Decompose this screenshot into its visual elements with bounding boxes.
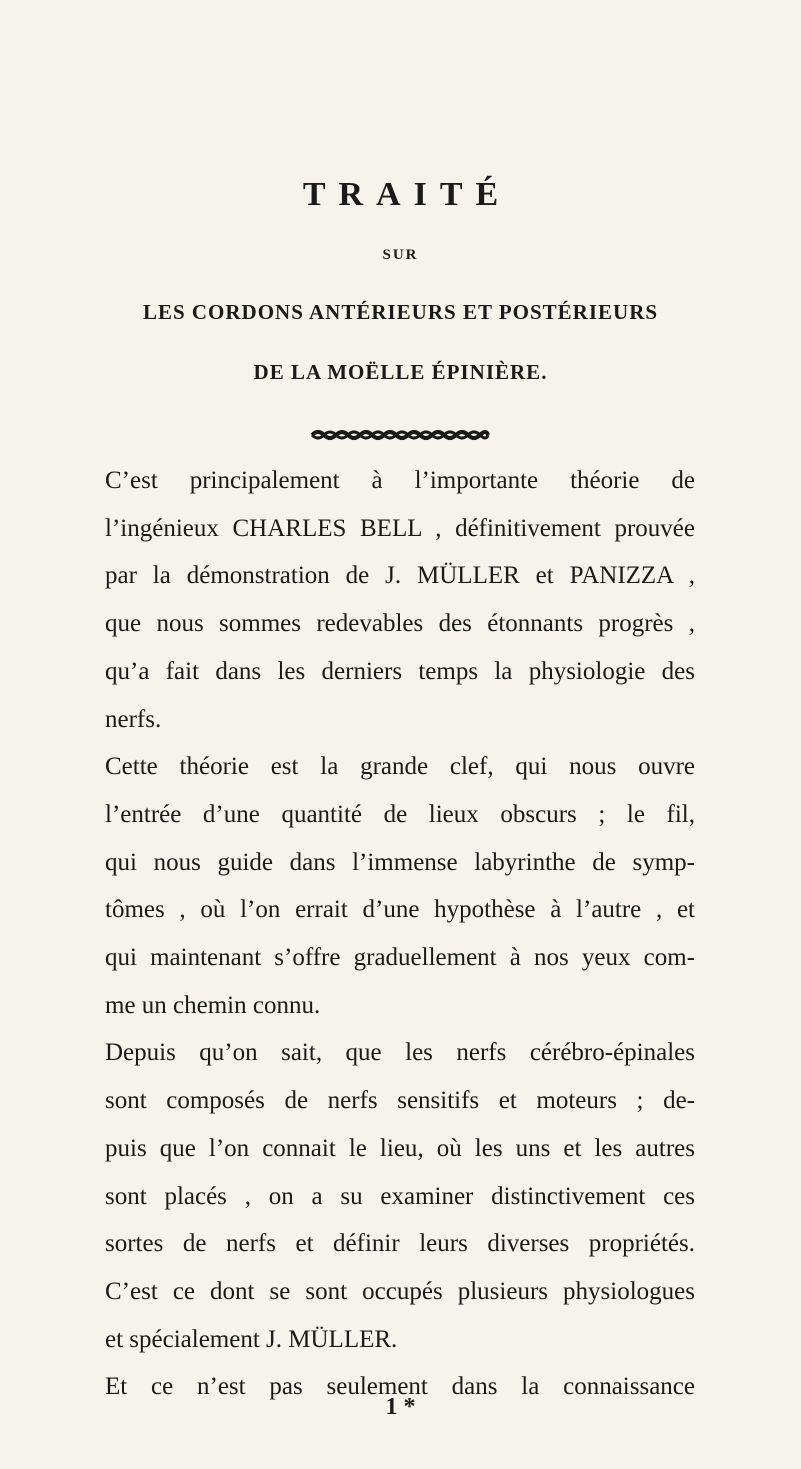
text-line: C’est ce dont se sont occupés plusieurs physiologues [105, 1277, 695, 1305]
text-line: qui maintenant s’offre graduellement à nos yeux com- [105, 944, 695, 971]
text-line: me un chemin connu. [105, 991, 321, 1019]
text-line: Depuis qu’on sait, que les nerfs cérébro-épinales [105, 1039, 695, 1067]
text-line: sont composés de nerfs sensitifs et moteurs ; de- [105, 1087, 695, 1115]
text-line: l’entrée d’une quantité de lieux obscurs ; le fil, [105, 800, 695, 828]
text-line: par la démonstration de J. MÜLLER et PANIZZA , [105, 562, 695, 590]
text-line: sortes de nerfs et définir leurs diverses propriétés. [105, 1230, 695, 1258]
text-line: qu’a fait dans les derniers temps la physiologie des [105, 657, 695, 685]
text-line: que nous sommes redevables des étonnants progrès , [105, 610, 695, 638]
text-line: nerfs. [105, 705, 162, 733]
text-line: C’est principalement à l’importante théorie de [105, 467, 695, 494]
text-line: Et ce n’est pas seulement dans la connaissance [105, 1373, 695, 1401]
text-line: tômes , où l’on errait d’une hypothèse à l’autre , et [105, 896, 695, 924]
ornament-divider [310, 428, 490, 442]
text-line: puis que l’on connait le lieu, où les uns et les autres [105, 1134, 695, 1162]
page-title: TRAITÉ [302, 176, 512, 213]
subtitle-line-1: LES CORDONS ANTÉRIEURS ET POSTÉRIEURS [142, 300, 659, 324]
text-line: Cette théorie est la grande clef, qui nous ouvre [105, 753, 695, 781]
signature-mark: 1 * [385, 1394, 416, 1420]
text-line: l’ingénieux CHARLES BELL , définitivement prouvée [105, 514, 695, 542]
text-line: qui nous guide dans l’immense labyrinthe de symp- [105, 848, 695, 876]
subtitle-line-2: DE LA MOËLLE ÉPINIÈRE. [253, 360, 548, 384]
title-connector: SUR [382, 247, 419, 263]
text-line: et spécialement J. MÜLLER. [105, 1325, 398, 1353]
text-line: sont placés , on a su examiner distinctivement ces [105, 1182, 695, 1210]
